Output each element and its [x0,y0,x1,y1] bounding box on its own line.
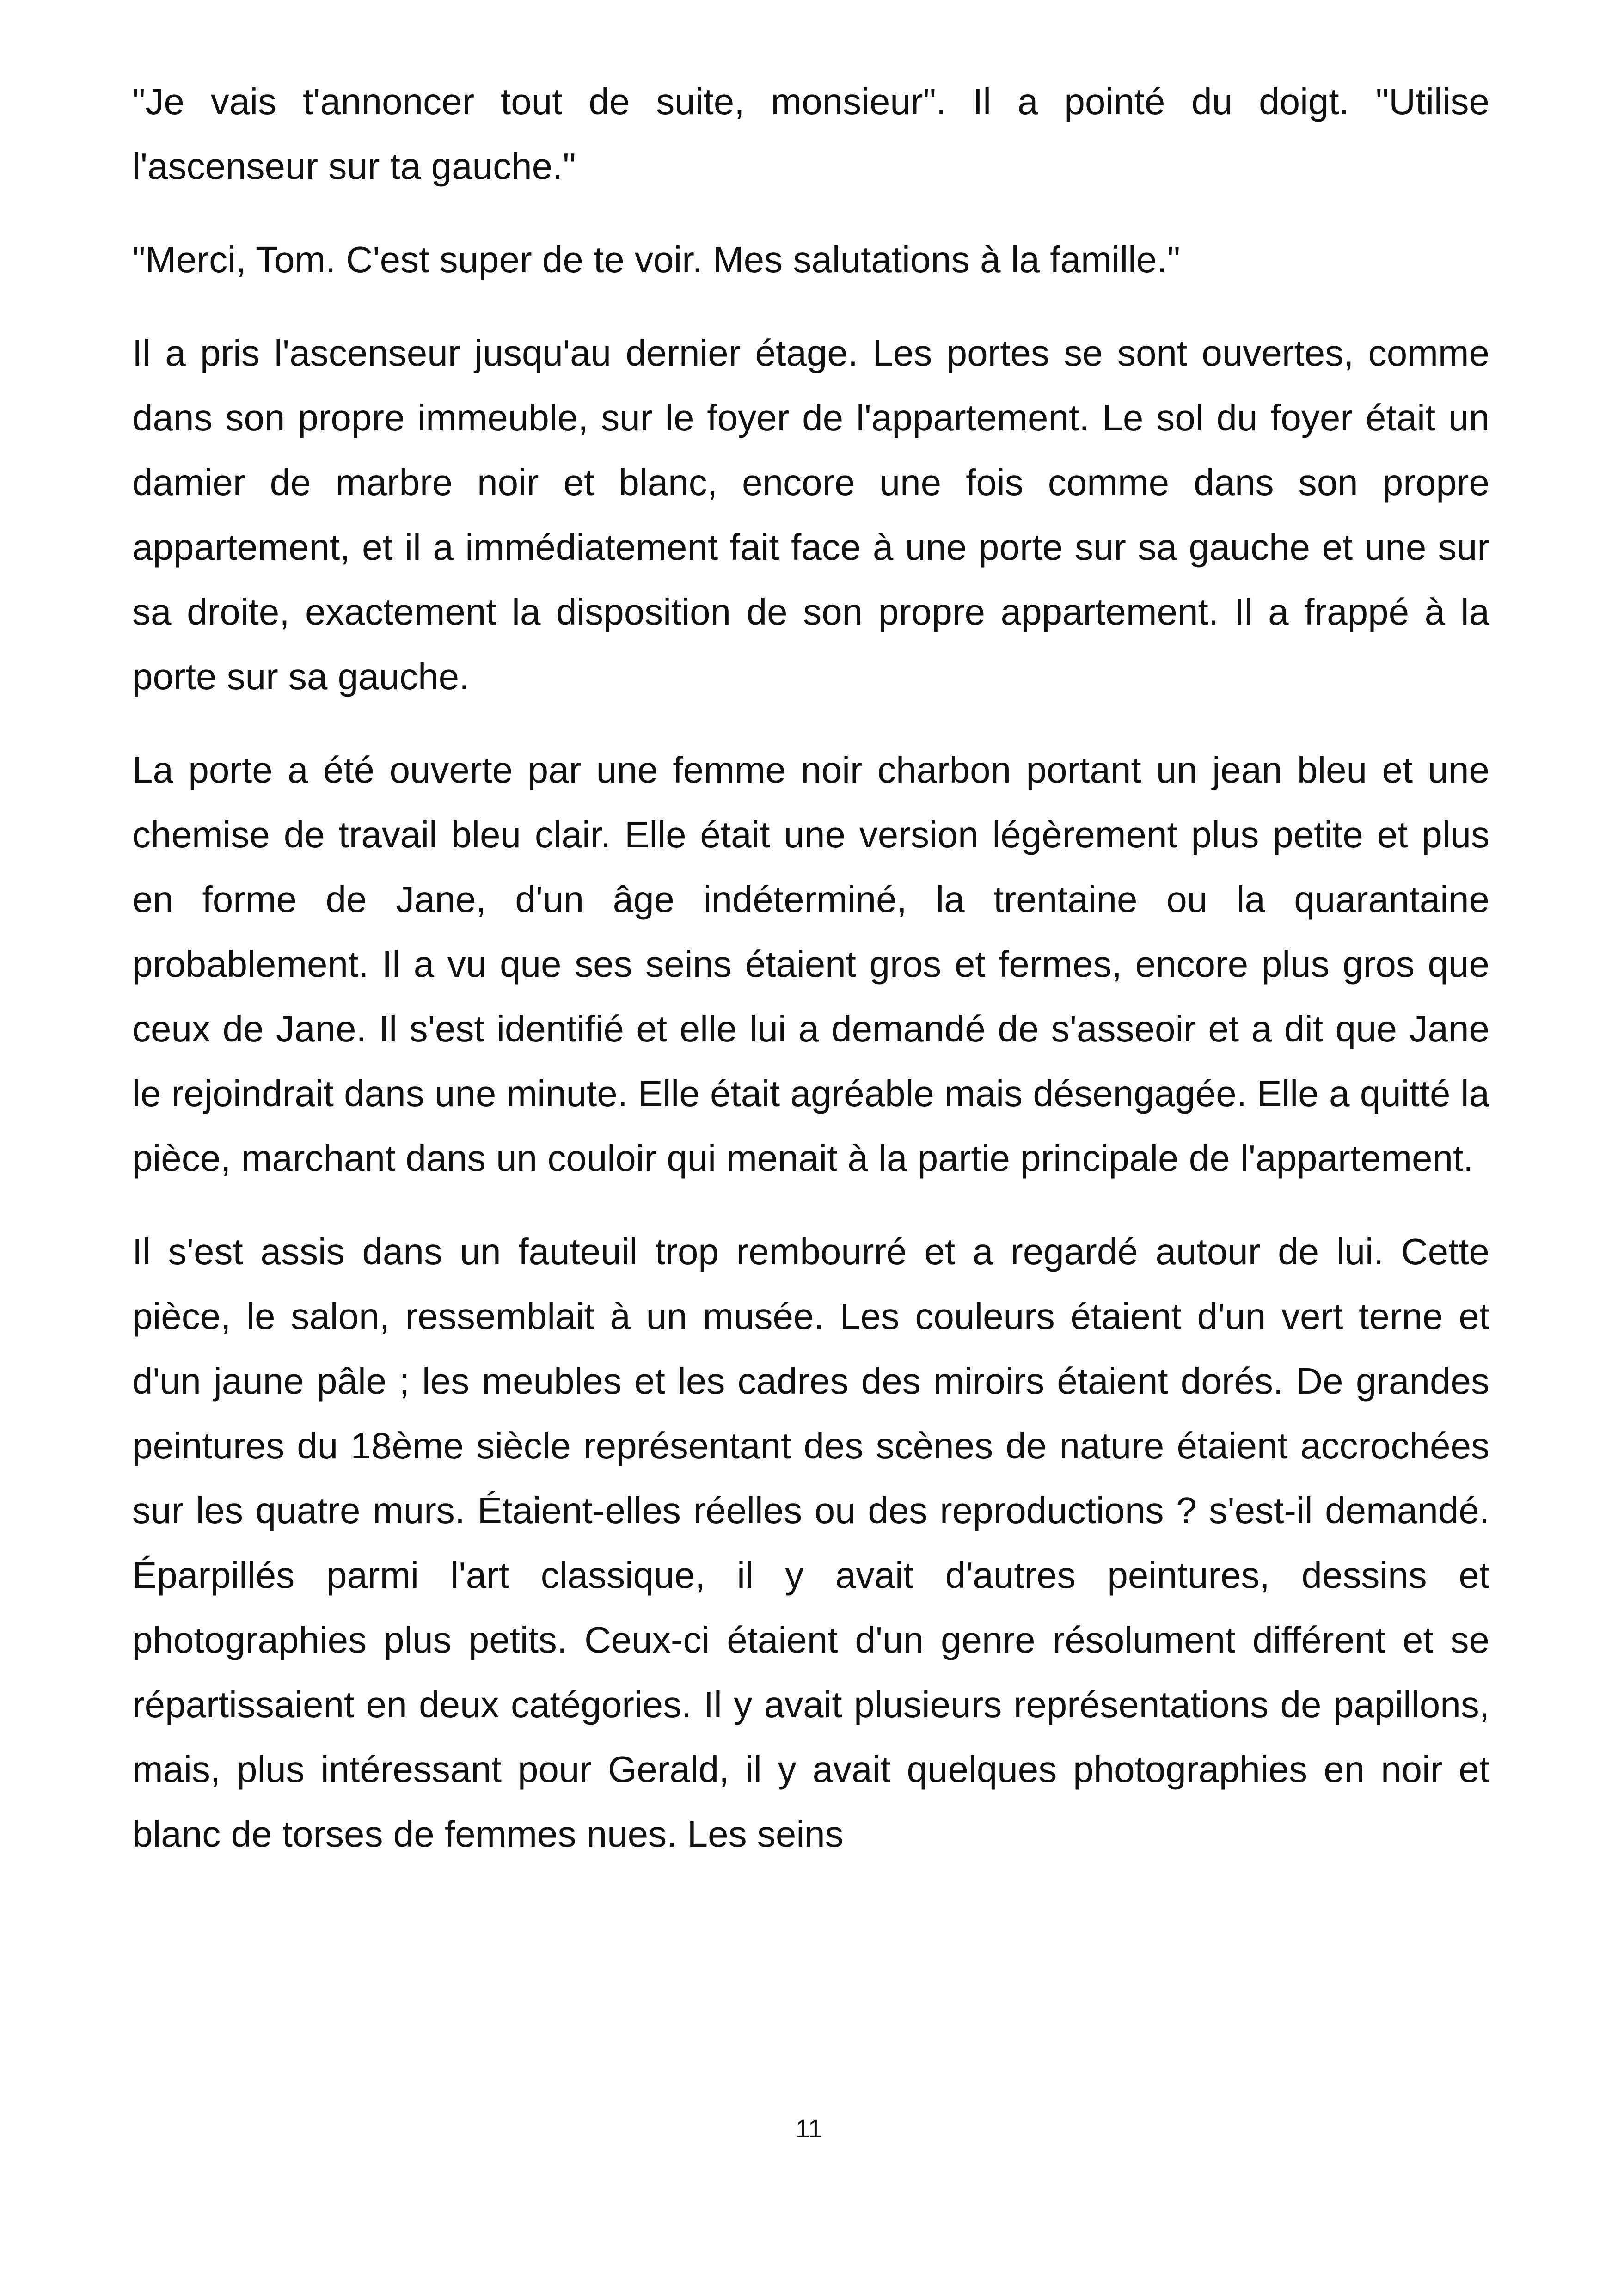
paragraph-2: "Merci, Tom. C'est super de te voir. Mes salutations à la famille." [132,239,1181,280]
paragraph-4: La porte a été ouverte par une femme noir charbon portant un jean bleu et une chemise de travail bleu clair. Elle était une version légèrement plus petite et plus en forme de Jane, d'un âge indéterminé, la trentaine ou la quarantaine probablement. Il a vu que ses seins étaient gros et fermes, encore plus gros que ceux de Jane. Il s'est identifié et elle lui a demandé de s'asseoir et a dit que Jane le rejoindrait dans une minute. Elle était agréable mais désengagée. Elle a quitté la pièce, marchant dans un couloir qui menait à la partie principale de l'appartement. [132,749,1489,1179]
paragraph-1: "Je vais t'annoncer tout de suite, monsieur". Il a pointé du doigt. "Utilise l'ascenseur sur ta gauche." [132,81,1489,187]
body-text [132,69,1489,1867]
page-number: 11 [795,2114,823,2143]
paragraph-5: Il s'est assis dans un fauteuil trop rembourré et a regardé autour de lui. Cette pièce, le salon, ressemblait à un musée. Les couleurs étaient d'un vert terne et d'un jaune pâle ; les meubles et les cadres des miroirs étaient dorés. De grandes peintures du 18ème siècle représentant des scènes de nature étaient accrochées sur les quatre murs. Étaient-elles réelles ou des reproductions ? s'est-il demandé. Éparpillés parmi l'art classique, il y avait d'autres peintures, dessins et photographies plus petits. Ceux-ci étaient d'un genre résolument différent et se répartissaient en deux catégories. Il y avait plusieurs représentations de papillons, mais, plus intéressant pour Gerald, il y avait quelques photographies en noir et blanc de torses de femmes nues. Les seins [132,1231,1489,1855]
paragraph-3: Il a pris l'ascenseur jusqu'au dernier étage. Les portes se sont ouvertes, comme dans son propre immeuble, sur le foyer de l'appartement. Le sol du foyer était un damier de marbre noir et blanc, encore une fois comme dans son propre appartement, et il a immédiatement fait face à une porte sur sa gauche et une sur sa droite, exactement la disposition de son propre appartement. Il a frappé à la porte sur sa gauche. [132,332,1489,697]
